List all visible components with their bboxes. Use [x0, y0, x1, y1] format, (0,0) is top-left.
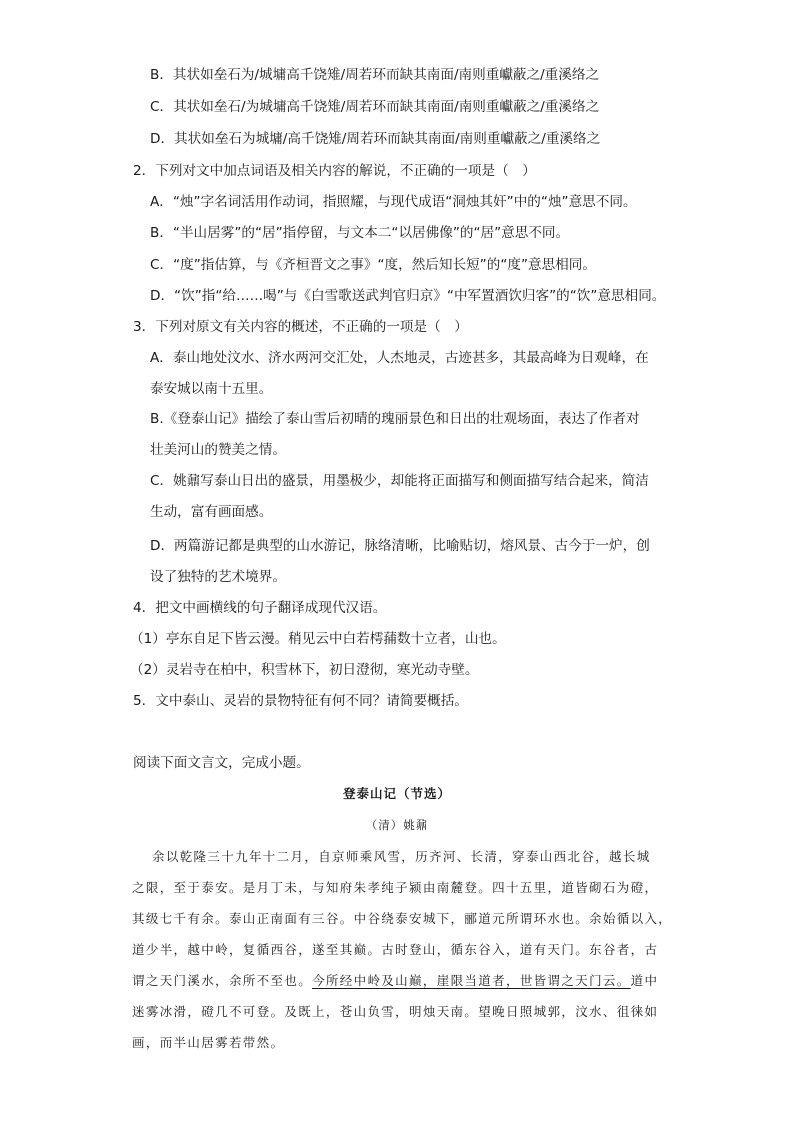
reading-instruction: 阅读下面文言文，完成小题。	[133, 755, 310, 771]
passage-line-4: 道少半，越中岭，复循西谷，遂至其巅。古时登山，循东谷入，道有天门。东谷者，古	[132, 942, 659, 957]
passage-author: （清）姚鼐	[365, 818, 429, 832]
q3-option-c-line1: C．姚鼐写泰山日出的盛景，用墨极少，却能将正面描写和侧面描写结合起来，简洁	[150, 473, 649, 489]
q3-option-d-line1: D．两篇游记都是典型的山水游记，脉络清晰，比喻贴切，熔风景、古今于一炉，创	[150, 538, 650, 554]
passage-line-3: 其级七千有余。泰山正南面有三谷。中谷绕泰安城下，郦道元所谓环水也。余始循以入，	[132, 911, 673, 926]
passage-line-5-start: 谓之天门溪水，余所不至也。	[132, 973, 313, 988]
q3-option-a-line2: 泰安城以南十五里。	[150, 381, 273, 397]
q3-option-b-line2: 壮美河山的赞美之情。	[150, 442, 286, 458]
q3-option-d-line2: 设了独特的艺术境界。	[150, 569, 286, 585]
q2-option-b: B．“半山居雾”的“居”指停留，与文本二“以居佛像”的“居”意思不同。	[150, 225, 570, 241]
q3-option-c-line2: 生动，富有画面感。	[150, 504, 273, 520]
passage-line-1: 余以乾隆三十九年十二月，自京师乘风雪，历齐河、长清，穿泰山西北谷，越长城	[152, 849, 651, 864]
passage-title: 登泰山记（节选）	[342, 786, 451, 801]
q1-option-d: D．其状如垒石为城墉/高千饶雉/周若环而缺其南面/南则重巘蔽之/重溪络之	[150, 131, 601, 147]
passage-line-2: 之限，至于泰安。是月丁未，与知府朱孝纯子颍由南麓登。四十五里，道皆砌石为磴，	[132, 880, 659, 895]
q3-option-b-line1: B.《登泰山记》描绘了泰山雪后初晴的瑰丽景色和日出的壮观场面，表达了作者对	[150, 411, 640, 427]
q2-option-c: C．“度”指估算，与《齐桓晋文之事》“度，然后知长短”的“度”意思相同。	[150, 257, 596, 273]
passage-line-5	[132, 972, 658, 990]
q3-option-a-line1: A．泰山地处汶水、济水两河交汇处，人杰地灵，古迹甚多，其最高峰为日观峰，在	[150, 350, 649, 366]
q3-stem: 3．下列对原文有关内容的概述，不正确的一项是（ ）	[133, 319, 468, 335]
passage-line-6: 迷雾冰滑，磴几不可登。及既上，苍山负雪，明烛天南。望晚日照城郭，汶水、徂徕如	[132, 1004, 659, 1019]
q1-option-c: C．其状如垒石/为城墉高千饶雉/周若环而缺其南面/南则重巘蔽之/重溪络之	[150, 99, 600, 115]
underlined-sentence: 今所经中岭及山巅，崖限当道者，世皆谓之天门云。	[312, 973, 631, 988]
passage-line-7: 画，而半山居雾若带然。	[132, 1035, 285, 1050]
q4-sentence-1: （1）亭东自足下皆云漫。稍见云中白若樗蒱数十立者，山也。	[130, 631, 506, 647]
q2-stem: 2．下列对文中加点词语及相关内容的解说，不正确的一项是（ ）	[133, 163, 536, 179]
passage-line-5-end: 道中	[630, 973, 659, 988]
q5-stem: 5．文中泰山、灵岩的景物特征有何不同？请简要概括。	[133, 693, 468, 709]
q2-option-d: D．“饮”指“给……喝”与《白雪歌送武判官归京》“中军置酒饮归客”的“饮”意思相同。	[150, 288, 666, 304]
q4-stem: 4．把文中画横线的句子翻译成现代汉语。	[133, 600, 387, 616]
q2-option-a: A．“烛”字名词活用作动词，指照耀，与现代成语“洞烛其奸”中的“烛”意思不同。	[150, 194, 637, 210]
q1-option-b: B．其状如垒石为/城墉高千饶雉/周若环而缺其南面/南则重巘蔽之/重溪络之	[150, 67, 600, 83]
q4-sentence-2: （2）灵岩寺在柏中，积雪林下，初日澄彻，寒光动寺壁。	[130, 662, 479, 678]
